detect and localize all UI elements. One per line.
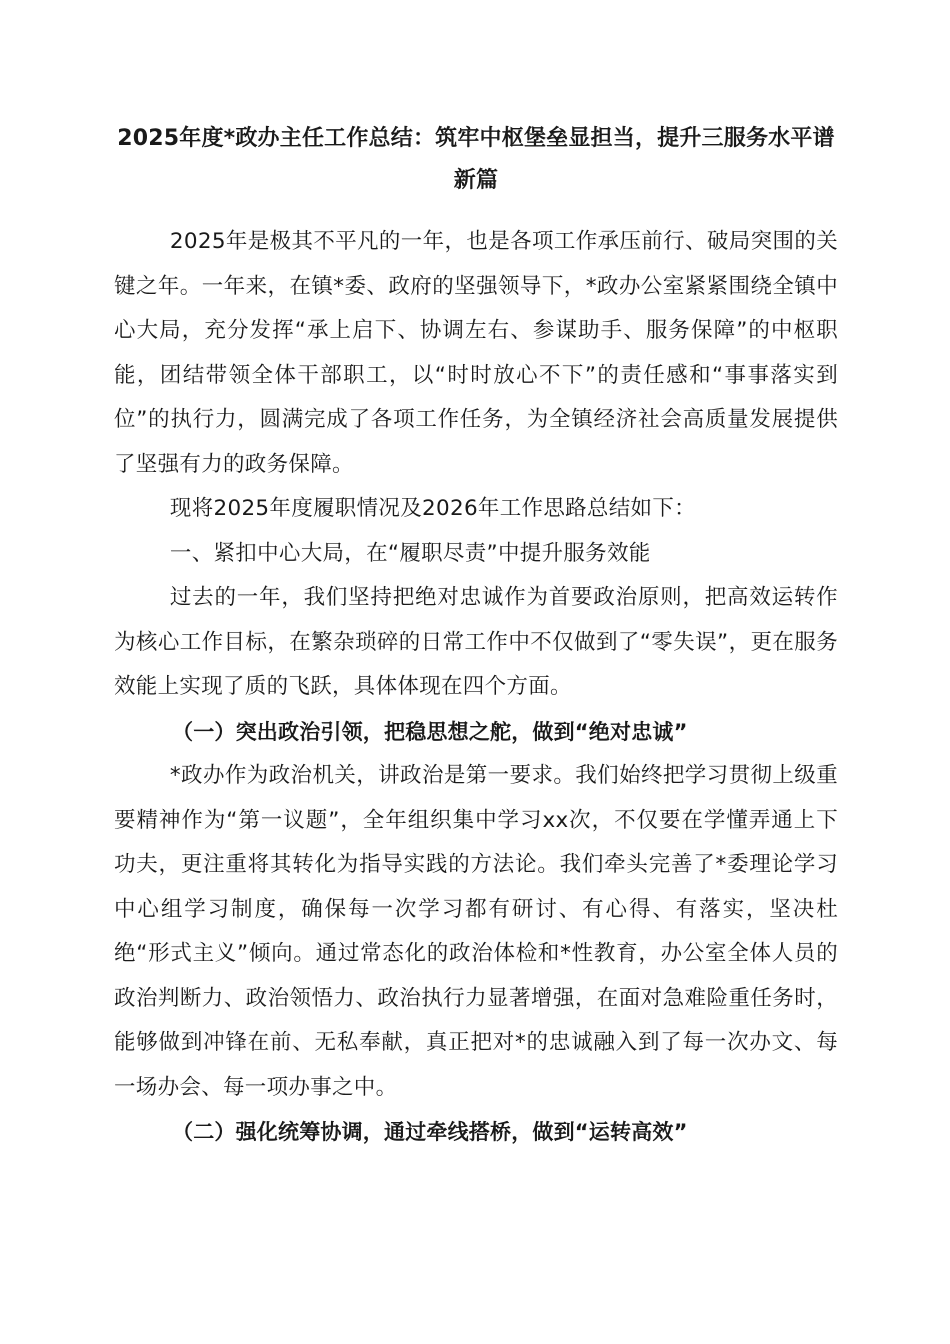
section-1-heading: 一、紧扣中心大局，在“履职尽责”中提升服务效能 [169, 540, 651, 566]
document-body [114, 118, 838, 1155]
subsection-2-heading: （二）强化统筹协调，通过牵线搭桥，做到“运转高效” [172, 1120, 688, 1144]
section-1-paragraph: 过去的一年，我们坚持把绝对忠诚作为首要政治原则，把高效运转作为核心工作目标，在繁杂琐碎的日常工作中不仅做到了“零失误”，更在服务效能上实现了质的飞跃，具体体现在四个方面。 [114, 585, 838, 699]
summary-lead-paragraph: 现将2025年度履职情况及2026年工作思路总结如下： [169, 496, 696, 521]
intro-paragraph: 2025年是极其不平凡的一年，也是各项工作承压前行、破局突围的关键之年。一年来，在镇*委、政府的坚强领导下，*政办公室紧紧围绕全镇中心大局，充分发挥“承上启下、协调左右、参谋助手、服务保障”的中枢职能，团结带领全体干部职工，以“时时放心不下”的责任感和“事事落实到位”的执行力，圆满完成了各项工作任务，为全镇经济社会高质量发展提供了坚强有力的政务保障。 [114, 229, 838, 477]
subsection-1-heading: （一）突出政治引领，把稳思想之舵，做到“绝对忠诚” [172, 719, 688, 744]
document-title: 2025年度*政办主任工作总结：筑牢中枢堡垒显担当，提升三服务水平谱新篇 [117, 126, 835, 193]
subsection-1-paragraph: *政办作为政治机关，讲政治是第一要求。我们始终把学习贯彻上级重要精神作为“第一议题”，全年组织集中学习xx次，不仅要在学懂弄通上下功夫，更注重将其转化为指导实践的方法论。我们牵头完善了*委理论学习中心组学习制度，确保每一次学习都有研讨、有心得、有落实，坚决杜绝“形式主义”倾向。通过常态化的政治体检和*性教育，办公室全体人员的政治判断力、政治领悟力、政治执行力显著增强，在面对急难险重任务时，能够做到冲锋在前、无私奉献，真正把对*的忠诚融入到了每一次办文、每一场办会、每一项办事之中。 [114, 763, 838, 1100]
